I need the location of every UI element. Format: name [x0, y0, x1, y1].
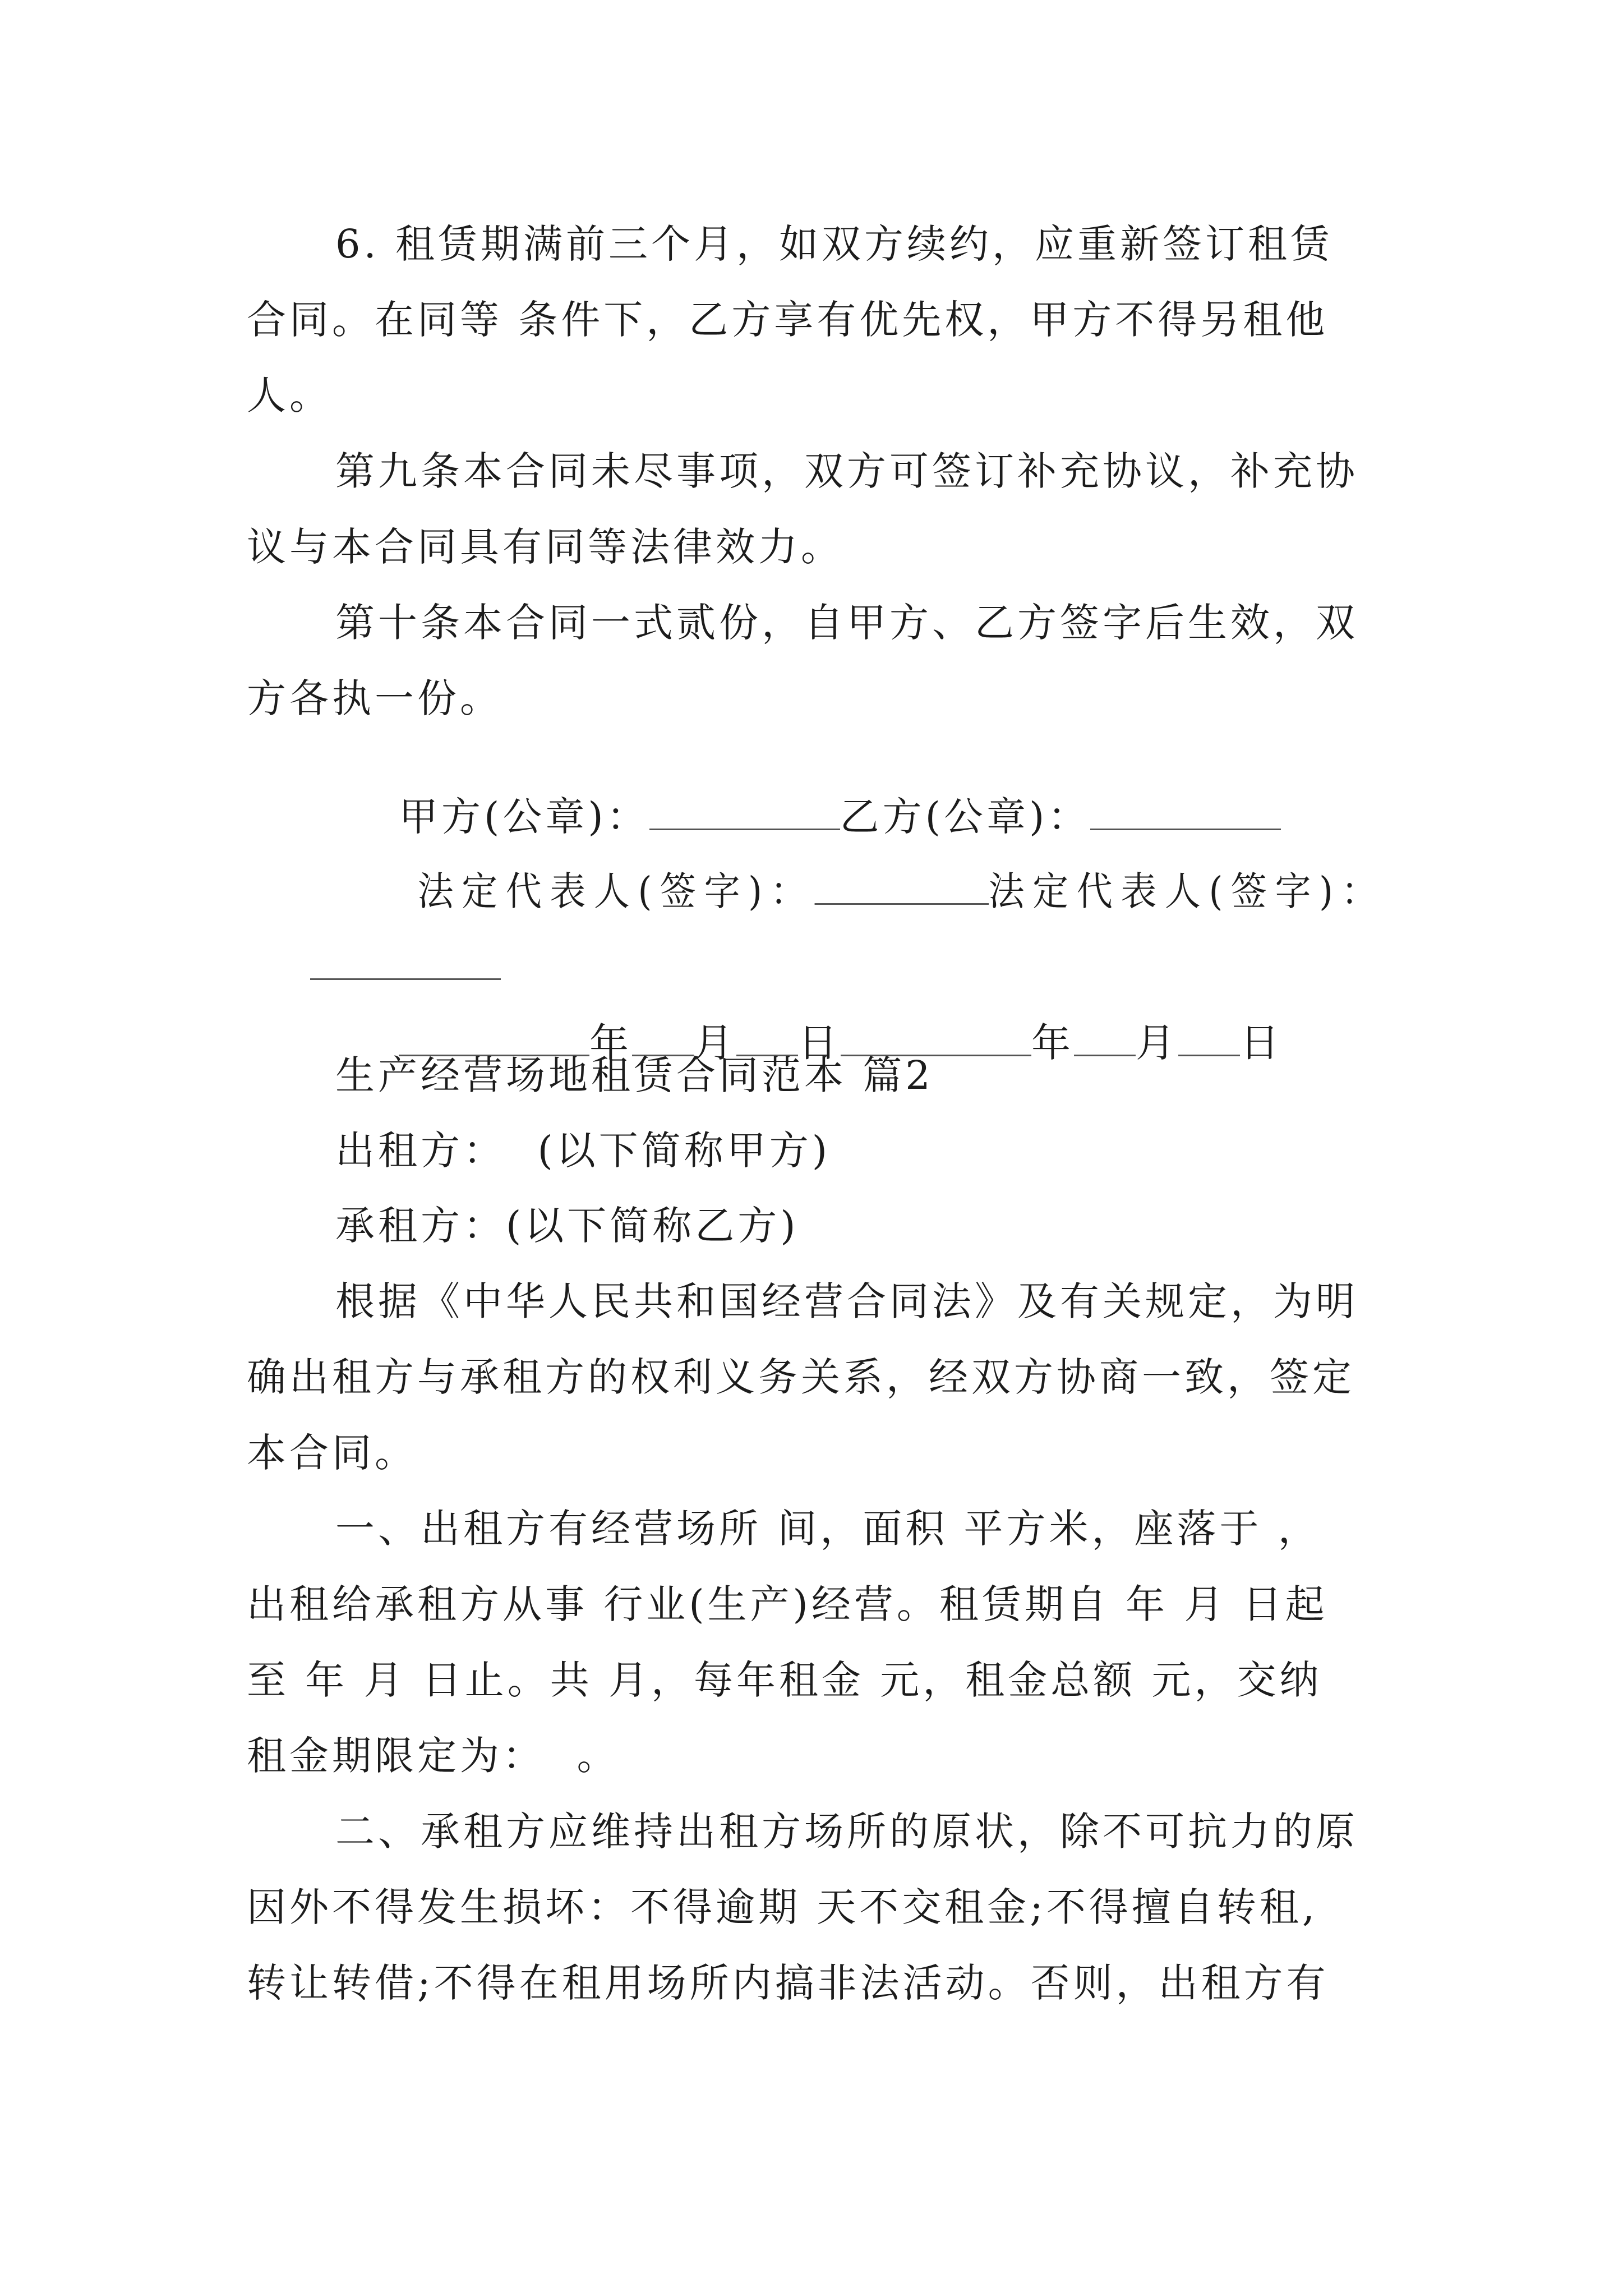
paragraph-line: 二、承租方应维持出租方场所的原状，除不可抗力的原 [335, 1809, 1358, 1855]
paragraph-line: 6. 租赁期满前三个月，如双方续约，应重新签订租赁 [335, 221, 1334, 267]
party-a-seal-label: 甲方(公章)： [399, 794, 649, 840]
party-b-seal-blank [1090, 794, 1281, 830]
paragraph-line: 确出租方与承租方的权利义务关系，经双方协商一致，签定 [247, 1354, 1355, 1400]
day-b-label: 日 [1240, 1020, 1283, 1066]
paragraph-line: 方各执一份。 [247, 675, 502, 721]
rep-a-label: 法定代表人(签字)： [417, 868, 815, 914]
paragraph-line: 第十条本合同一式贰份，自甲方、乙方签字后生效，双 [335, 600, 1358, 646]
paragraph-line: 出租给承租方从事 行业(生产)经营。租赁期自 年 月 日起 [247, 1581, 1328, 1627]
paragraph-line: 转让转借;不得在租用场所内搞非法活动。否则，出租方有 [247, 1960, 1329, 2006]
paragraph-line: 议与本合同具有同等法律效力。 [247, 524, 843, 570]
paragraph-line: 一、出租方有经营场所 间，面积 平方米，座落于 ， [335, 1506, 1321, 1552]
lessor-line: 出租方： (以下简称甲方) [335, 1128, 831, 1174]
paragraph-line: 至 年 月 日止。共 月，每年租金 元，租金总额 元，交纳 [247, 1657, 1322, 1703]
month-b-blank [1074, 1020, 1136, 1056]
party-b-seal-label: 乙方(公章)： [840, 794, 1091, 840]
paragraph-line: 第九条本合同未尽事项，双方可签订补充协议，补充协 [335, 448, 1358, 494]
rep-b-blank [310, 944, 501, 980]
rep-b-label: 法定代表人(签字)： [988, 868, 1386, 914]
month-b-label: 月 [1136, 1020, 1179, 1066]
year-b-label: 年 [1031, 1020, 1075, 1066]
party-a-seal-blank [649, 794, 840, 830]
year-b-blank [841, 1020, 1031, 1056]
lessee-line: 承租方：(以下简称乙方) [335, 1203, 799, 1249]
month-a-blank [632, 1020, 694, 1056]
section-heading: 生产经营场地租赁合同范本 篇2 [335, 1052, 934, 1098]
paragraph-line: 租金期限定为： 。 [247, 1733, 620, 1779]
month-a-label: 月 [694, 1020, 737, 1066]
paragraph-line: 因外不得发生损坏：不得逾期 天不交租金;不得擅自转租, [247, 1884, 1318, 1930]
paragraph-line: 合同。在同等 条件下，乙方享有优先权，甲方不得另租他 [247, 297, 1329, 343]
paragraph-line: 本合同。 [247, 1430, 417, 1476]
day-a-blank [736, 1020, 798, 1056]
year-a-label: 年 [589, 1020, 633, 1066]
paragraph-line: 人。 [247, 372, 332, 418]
year-a-blank [399, 1020, 589, 1056]
paragraph-line: 根据《中华人民共和国经营合同法》及有关规定，为明 [335, 1278, 1358, 1324]
rep-a-blank [814, 868, 989, 905]
day-a-label: 日 [798, 1020, 841, 1066]
day-b-blank [1178, 1020, 1240, 1056]
